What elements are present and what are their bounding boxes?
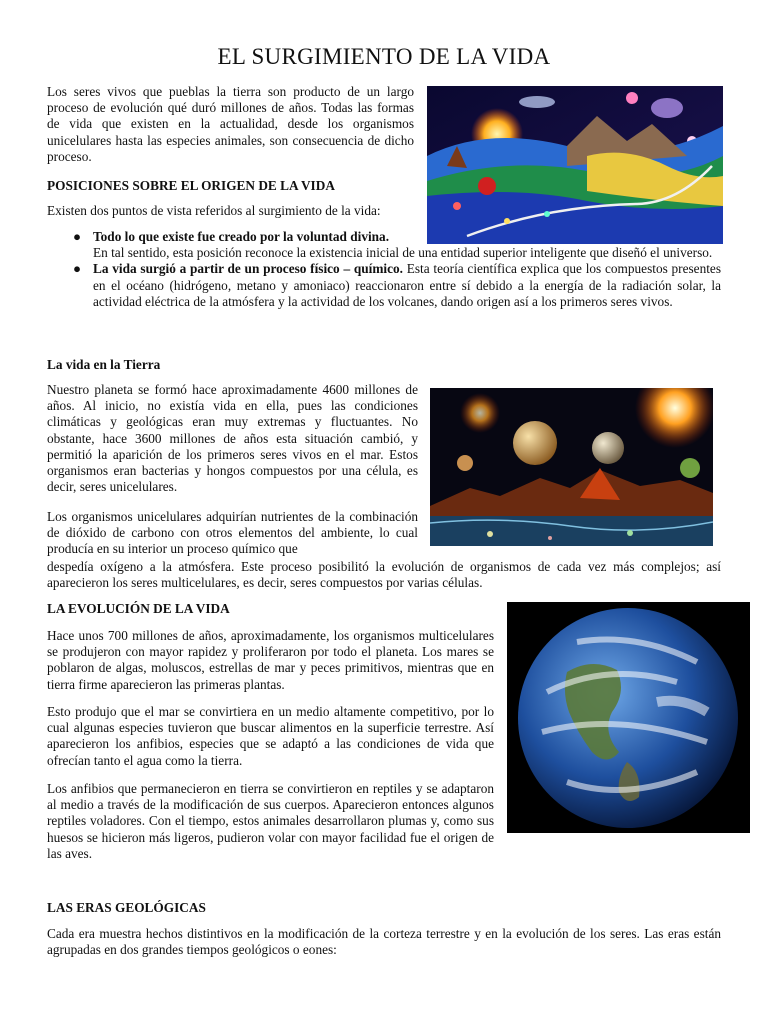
evolution-paragraph-2: Esto produjo que el mar se convirtiera en un medio altamente competitivo, por lo cual algunas especies tuvieron que buscar alimentos en la superficie terrestre. Así aparecieron los anfibios, especies que se adaptó a las condiciones de vida que ofrecían tanto el agua como la tierra. bbox=[47, 704, 494, 768]
bullet-text: En tal sentido, esta posición reconoce la existencia inicial de una entidad superior inteligente que diseñó el universo. bbox=[93, 245, 713, 261]
bullet-icon: ● bbox=[73, 261, 82, 277]
earth-image bbox=[507, 602, 750, 833]
life-on-earth-paragraph-1: Nuestro planeta se formó hace aproximadamente 4600 millones de años. Al inicio, no existía vida en ella, pues las condiciones climáticas y geológicas eran muy extremas y fluctuantes. No obstante, hace 3600 millones de años esta situación cambió, y permitió la aparición de los primeros seres vivos en el mar. Estos organismos eran bacterias y hongos compuestos por una célula, es decir, seres unicelulares. bbox=[47, 382, 418, 495]
origin-positions-list bbox=[47, 229, 721, 310]
evolution-paragraph-3: Los anfibios que permanecieron en tierra se convirtieron en reptiles y se adaptaron al medio a través de la modificación de sus cuerpos. Aparecieron entonces algunos reptiles voladores. Con el tiempo, estos animales desarrollaron plumas y, como sus huesos se hicieron más ligeros, pudieron volar con mayor facilidad fue el origen de las aves. bbox=[47, 781, 494, 861]
positions-lead-text: Existen dos puntos de vista referidos al surgimiento de la vida: bbox=[47, 203, 381, 218]
page-title: EL SURGIMIENTO DE LA VIDA bbox=[217, 44, 551, 69]
bullet-icon: ● bbox=[73, 229, 82, 244]
section-heading-positions: POSICIONES SOBRE EL ORIGEN DE LA VIDA bbox=[47, 178, 335, 193]
life-on-earth-paragraph-2: Los organismos unicelulares adquirían nutrientes de la combinación de dióxido de carbono con otros elementos del ambiente, lo cual producía en su interior un proceso químico que bbox=[47, 509, 418, 557]
bullet-text: Esta teoría científica explica que los compuestos presentes en el océano (hidrógeno, metano y amoniaco) reaccionaron entre sí debido a la energía de la radiación solar, la actividad eléctrica de la atmósfera y la actividad de los volcanes, dando origen así a los primeros seres vivos. bbox=[93, 261, 721, 309]
bullet-bold-text: Todo lo que existe fue creado por la voluntad divina. bbox=[93, 229, 390, 244]
intro-paragraph: Los seres vivos que pueblas la tierra son producto de un largo proceso de evolución qué duró millones de años. Todas las formas de vida que existen en la actualidad, desde los organismos unicelulares hasta las especies animales, son consecuencia de dicho proceso. bbox=[47, 84, 414, 164]
section-heading-life-on-earth: La vida en la Tierra bbox=[47, 357, 161, 372]
list-item bbox=[47, 261, 721, 310]
section-heading-evolution: LA EVOLUCIÓN DE LA VIDA bbox=[47, 601, 230, 616]
bullet-bold-text: La vida surgió a partir de un proceso físico – químico. bbox=[93, 261, 403, 277]
planets-illustration-image bbox=[430, 388, 713, 546]
evolution-paragraph-1: Hace unos 700 millones de años, aproximadamente, los organismos multicelulares se produjeron con mayor rapidez y proliferaron por todo el planeta. Los mares se poblaron de algas, moluscos, estrellas de mar y peces primitivos, mientras que en tierra firme aparecieron las primeras plantas. bbox=[47, 628, 494, 692]
evolution-illustration-image bbox=[427, 86, 723, 244]
geological-eras-paragraph: Cada era muestra hechos distintivos en la modificación de la corteza terrestre y en la evolución de los seres. Las eras están agrupadas en dos grandes tiempos geológicos o eones: bbox=[47, 926, 721, 958]
life-on-earth-paragraph-2-continued: despedía oxígeno a la atmósfera. Este proceso posibilitó la evolución de organismos de cada vez más complejos; así aparecieron los seres multicelulares, es decir, seres compuestos por varias células. bbox=[47, 559, 721, 591]
list-item bbox=[47, 229, 721, 261]
section-heading-geological-eras: LAS ERAS GEOLÓGICAS bbox=[47, 900, 206, 915]
